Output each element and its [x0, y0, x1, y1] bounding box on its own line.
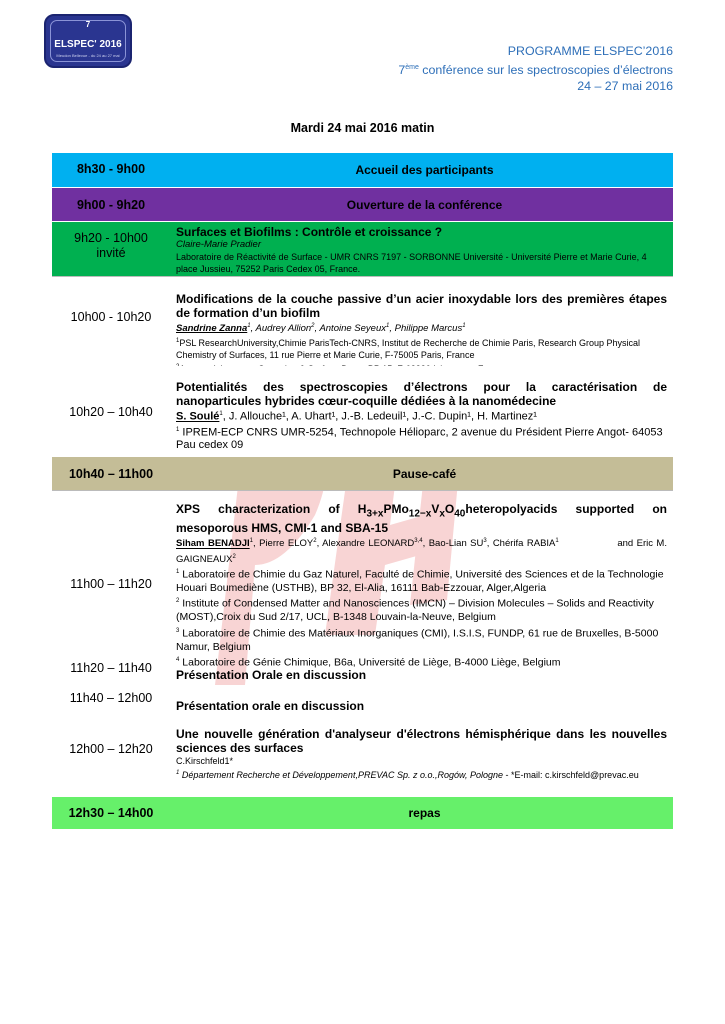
- sup: 2: [311, 323, 315, 329]
- row-time: 11h00 – 11h20: [70, 577, 152, 591]
- talk-title: [176, 502, 667, 535]
- header-line2: [398, 60, 673, 79]
- sup: 1: [176, 770, 180, 776]
- header-line2-post: conférence sur les spectroscopies d’électrons: [418, 62, 673, 77]
- row-time: 10h40 – 11h00: [68, 467, 154, 481]
- talk-authors: [176, 408, 667, 424]
- row-repas: [52, 796, 673, 829]
- author: , Pierre ELOY: [253, 538, 314, 550]
- header-line3: 24 – 27 mai 2016: [577, 79, 673, 94]
- talk-title: Surfaces et Biofilms : Contrôle et croissance ?: [176, 225, 443, 239]
- sup: 1: [176, 568, 180, 575]
- affiliation-text: Département Recherche et Développement,PREVAC Sp. z o.o.,Rogów, Pologne: [179, 770, 504, 780]
- title-part: XPS characterization of H: [176, 502, 367, 516]
- logo-name: ELSPEC' 2016: [54, 39, 122, 50]
- affiliation-text: Laboratoire de Chimie du Gaz Naturel, Faculté de Chimie, Université des Sciences et de la Technologie Houari Boumediène (USTHB), BP 32, El-Alia, 16111 Bab-Ezzouar, Alger,Algeria: [176, 568, 664, 594]
- row-time: 10h20 – 10h40: [69, 405, 153, 419]
- presenting-author: Sandrine Zanna: [176, 323, 248, 335]
- talk-author: Claire-Marie Pradier: [176, 239, 261, 250]
- sup: 2: [313, 538, 317, 545]
- row-time: 10h00 - 10h20: [70, 310, 152, 324]
- row-time: 9h00 - 9h20: [76, 198, 146, 212]
- row-pause: [52, 456, 673, 490]
- sup: 1: [249, 538, 253, 545]
- author: and Eric M. GAIGNEAUX: [176, 538, 667, 565]
- author: , Antoine Seyeux: [314, 323, 386, 335]
- sub: 12−x: [408, 508, 432, 520]
- header-line2-pre: 7: [398, 62, 406, 77]
- author: , Audrey Allion: [250, 323, 312, 335]
- talk-title: Présentation Orale en discussion: [176, 668, 367, 682]
- row-content: [176, 225, 667, 275]
- program-table: [52, 152, 673, 829]
- sub: 40: [454, 508, 466, 520]
- sub: 3+x: [366, 508, 384, 520]
- sup: 1: [247, 323, 251, 329]
- talk-kirschfeld: [176, 727, 667, 781]
- title-part: heteropolyacids supported on mesoporous HMS, CMI-1 and SBA-15: [176, 502, 667, 536]
- row-session: [52, 490, 673, 796]
- sup: 3: [483, 538, 487, 545]
- author: , Bao-Lian SU: [422, 538, 484, 550]
- row-time-invite: invité: [96, 246, 126, 260]
- title-part: PMo: [383, 502, 409, 516]
- affiliation-text: Institute of Condensed Matter and Nanosciences (IMCN) – Division Molecules – Solids and Reactivity (MOST),Croix du Sud 2/17, UCL, B-1348 Louvain-la-Neuve, Belgium: [176, 597, 654, 624]
- row-time-text: 9h20 - 10h00: [74, 231, 148, 245]
- presenting-author: Siham BENADJI: [176, 538, 250, 550]
- document-header: [398, 43, 673, 95]
- sub: x: [439, 508, 445, 520]
- row-time: 11h40 – 12h00: [69, 691, 153, 705]
- affiliation-text: IPREM-ECP CNRS UMR-5254, Technopole Hélioparc, 2 avenue du Président Pierre Angot- 64053 Pau cedex 09: [176, 426, 663, 452]
- row-time: 11h20 – 11h40: [70, 661, 152, 675]
- row-title: repas: [408, 806, 441, 820]
- talk-affiliation: Laboratoire de Réactivité de Surface - UMR CNRS 7197 - SORBONNE Université - Université Pierre et Marie Curie, 4 place Jussieu, 75252 Paris Cedex 05, France.: [176, 252, 647, 274]
- title-part: O: [444, 502, 455, 516]
- affiliation-text: PSL ResearchUniversity,Chimie ParisTech-CNRS, Institut de Recherche de Chimie Paris, Research Group Physical Chemistry of Surfaces, 11 rue Pierre et Marie Curie, F-75005 Paris, France: [176, 338, 641, 361]
- sup: 1: [176, 426, 180, 433]
- row-time: [52, 231, 170, 261]
- row-invite: [52, 221, 673, 276]
- logo-number: 7: [85, 20, 91, 29]
- title-part: V: [431, 502, 440, 516]
- talk-affiliation-1: [176, 566, 667, 596]
- talk-affiliation-3: [176, 625, 667, 655]
- talk-title: Potentialités des spectroscopies d’électrons pour la caractérisation de nanoparticules hybrides cœur-coquille dédiées à la nanomédecine: [176, 380, 667, 408]
- sup: 2: [176, 598, 180, 605]
- talk-title: Présentation orale en discussion: [176, 699, 365, 713]
- row-title: Ouverture de la conférence: [346, 198, 503, 212]
- author: , Chérifa RABIA: [486, 538, 556, 550]
- conference-logo: [44, 14, 132, 68]
- sup: 1: [386, 323, 390, 329]
- talk-authors: [176, 535, 667, 565]
- sup: 4: [176, 657, 180, 664]
- email-text: - *E-mail: c.kirschfeld@prevac.eu: [503, 770, 639, 780]
- header-line1: PROGRAMME ELSPEC’2016: [507, 44, 673, 58]
- row-time: 8h30 - 9h00: [76, 162, 146, 176]
- talk-title: Une nouvelle génération d'analyseur d'électrons hémisphérique dans les nouvelles sciences des surfaces: [176, 727, 667, 755]
- presenting-author: S. Soulé: [176, 410, 220, 423]
- sup: 1: [219, 411, 223, 417]
- talk-affiliation-2: [176, 595, 667, 625]
- sup: 1: [176, 338, 180, 345]
- talk-benadji: [176, 502, 667, 670]
- row-talk-zanna: [52, 276, 673, 366]
- talk-title: Modifications de la couche passive d’un acier inoxydable lors des premières étapes de formation d’un biofilm: [176, 292, 667, 320]
- row-title: Accueil des participants: [355, 163, 494, 177]
- logo-subtitle: Meudon Bellevue - du 24 au 27 mai: [56, 53, 120, 58]
- author: , Alexandre LEONARD: [316, 538, 415, 550]
- row-ouverture: [52, 187, 673, 221]
- talk-affiliation-1: [176, 335, 667, 361]
- talk-affiliation: [176, 424, 667, 453]
- row-accueil: [52, 152, 673, 187]
- row-time: 12h00 – 12h20: [69, 742, 153, 756]
- sup: 3: [176, 627, 180, 634]
- talk-author: C.Kirschfeld1*: [176, 756, 234, 766]
- sup: 1: [555, 538, 559, 545]
- row-content: [176, 380, 667, 452]
- sup: 2: [232, 553, 236, 560]
- row-content: [176, 292, 667, 375]
- sup: 3,4: [414, 538, 423, 545]
- row-talk-soule: [52, 366, 673, 456]
- row-time: 12h30 – 14h00: [68, 806, 154, 820]
- talk-authors: [176, 320, 667, 335]
- authors-rest: , J. Allouche¹, A. Uhart¹, J.-B. Ledeuil¹, J.-C. Dupin¹, H. Martinez¹: [222, 410, 537, 423]
- header-line2-sup: ème: [405, 63, 419, 71]
- talk-affiliation: [176, 767, 667, 781]
- author: , Philippe Marcus: [389, 323, 463, 335]
- day-title: Mardi 24 mai 2016 matin: [290, 121, 435, 135]
- sup: 1: [462, 323, 466, 329]
- affiliation-text: Laboratoire de Chimie des Matériaux Inorganiques (CMI), I.S.I.S, FUNDP, 61 rue de Bruxelles, B-5000 Namur, Belgium: [176, 627, 659, 653]
- affiliation-text: Laboratoire de Génie Chimique, B6a, Université de Liège, B-4000 Liège, Belgium: [179, 656, 561, 669]
- row-title: Pause-café: [392, 467, 457, 481]
